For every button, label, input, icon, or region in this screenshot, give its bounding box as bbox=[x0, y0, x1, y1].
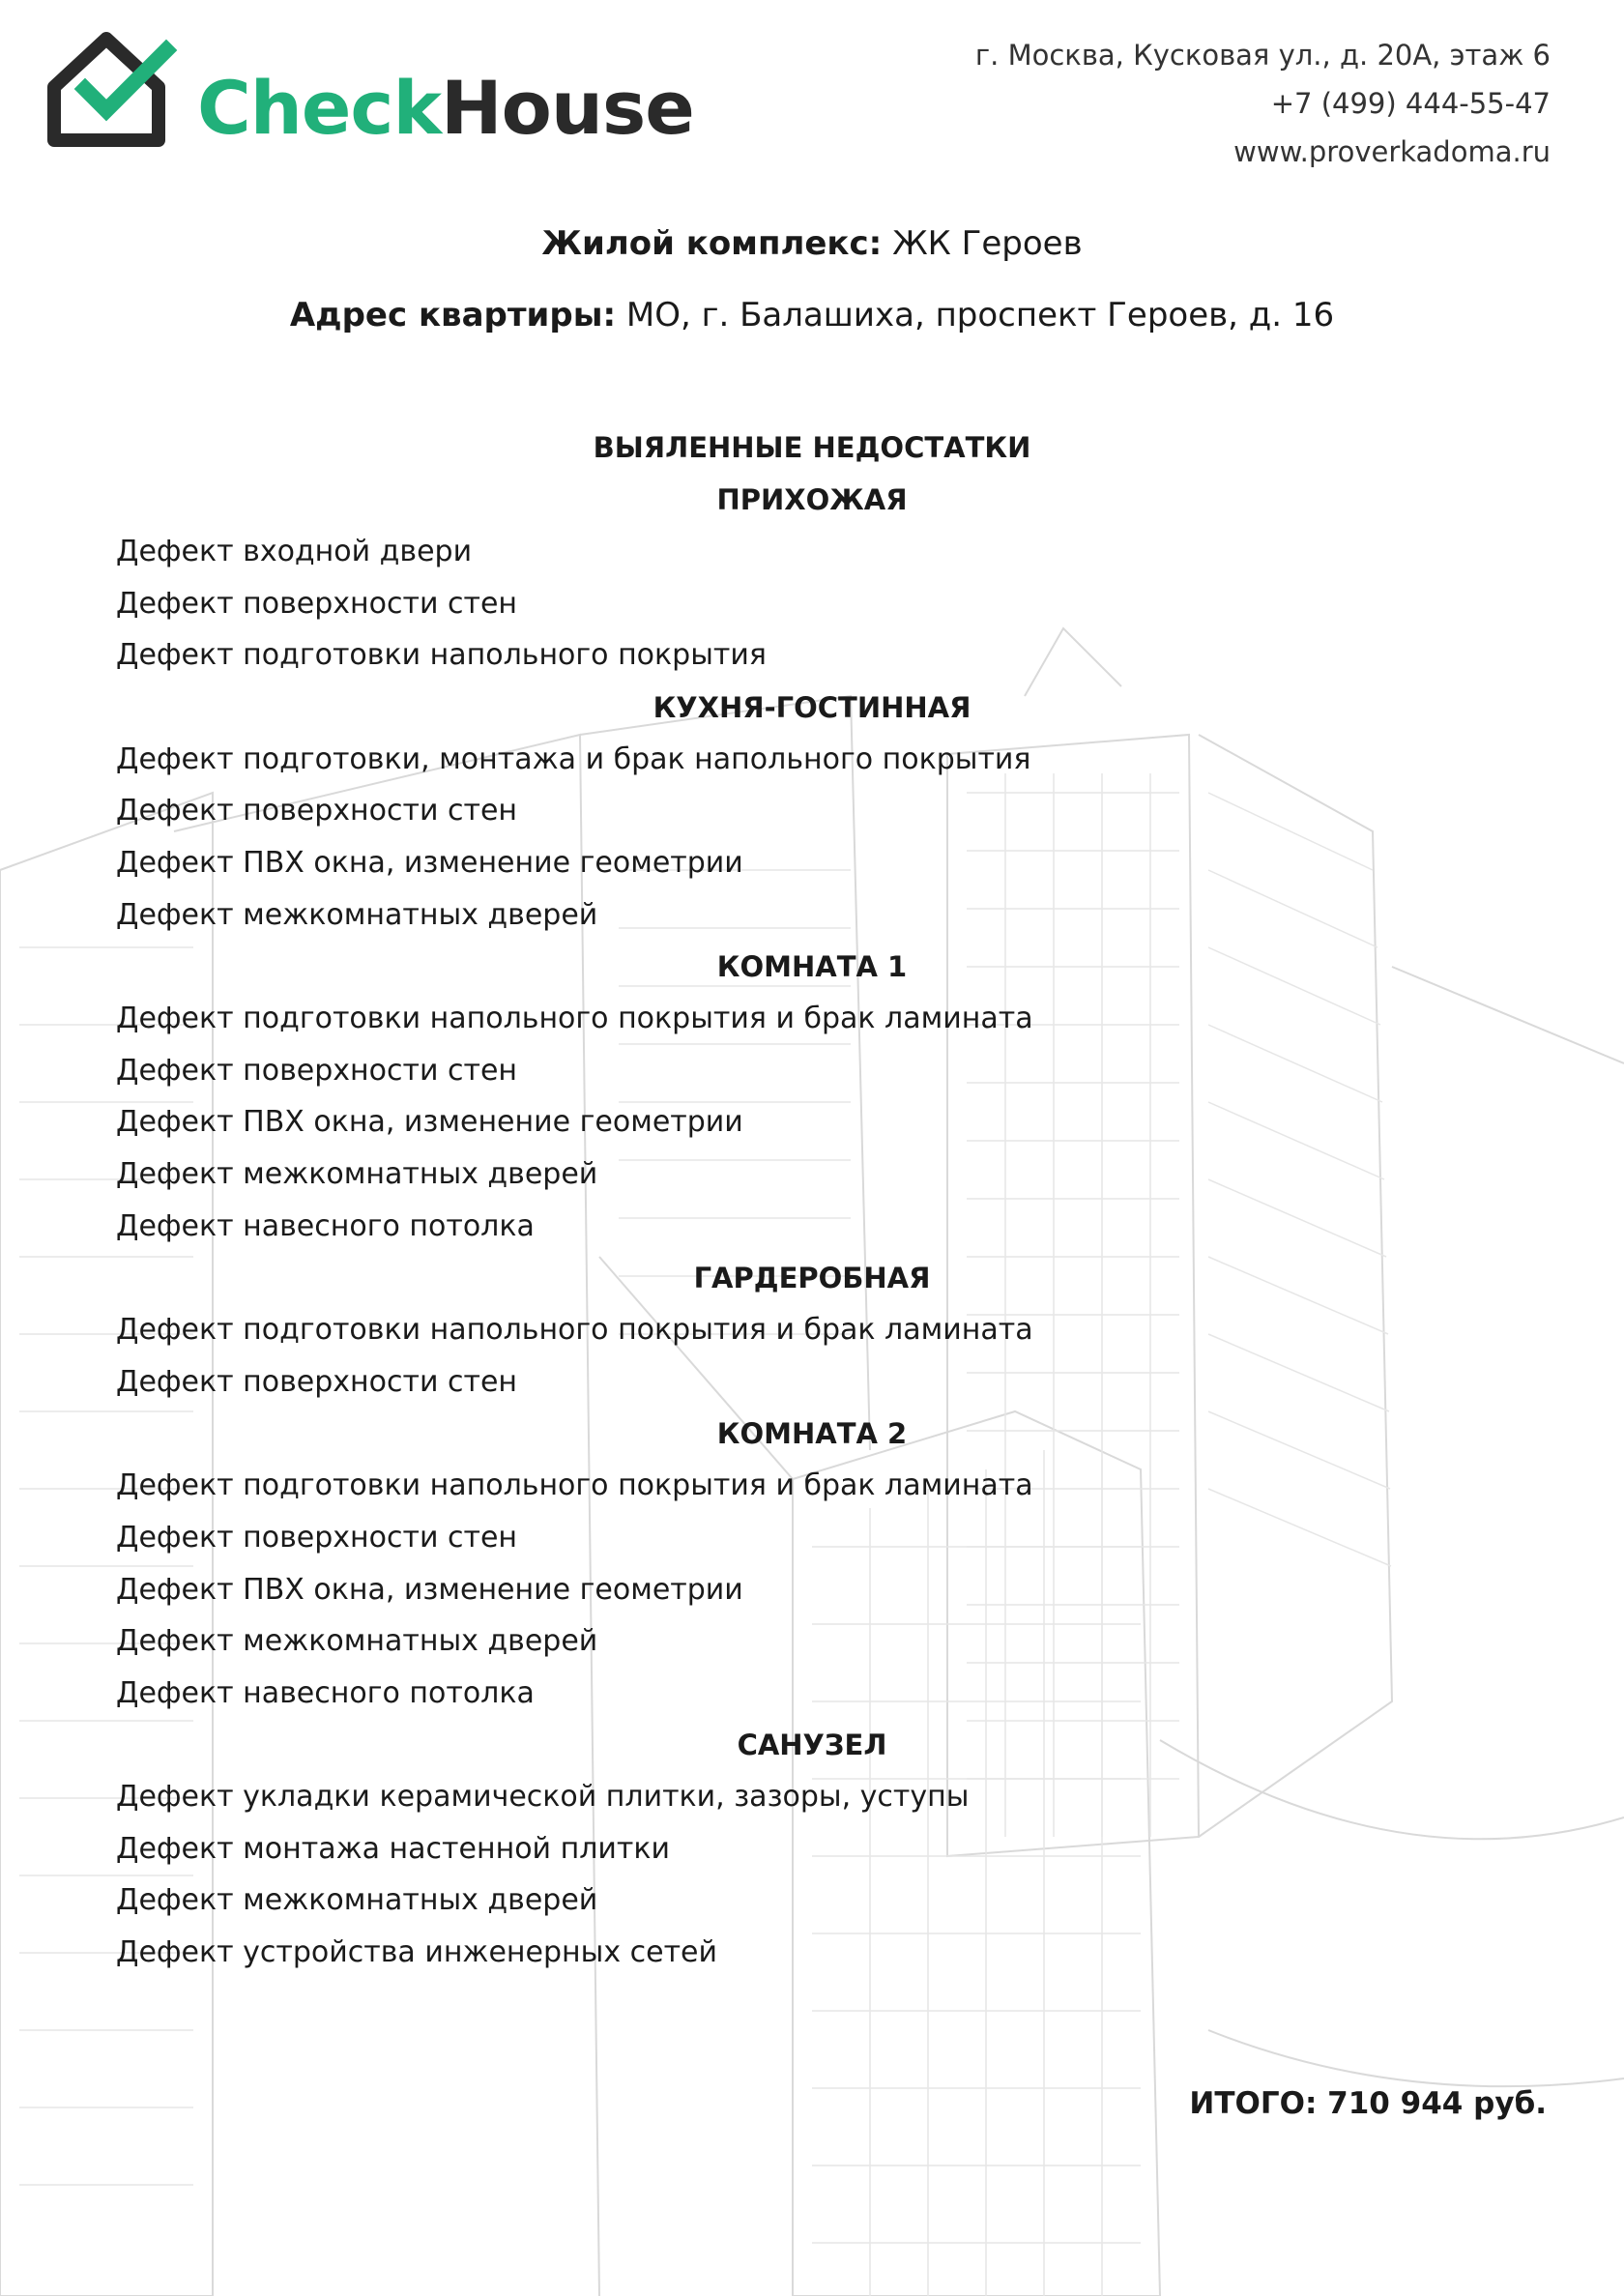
defect-item: Дефект подготовки напольного покрытия и брак ламината bbox=[116, 1468, 1033, 1503]
defect-item: Дефект ПВХ окна, изменение геометрии bbox=[116, 1105, 743, 1140]
logo-word-check: Check bbox=[197, 65, 442, 151]
checkhouse-logo[interactable] bbox=[46, 29, 694, 160]
defect-item: Дефект подготовки, монтажа и брак напольного покрытия bbox=[116, 741, 1031, 776]
room-heading: САНУЗЕЛ bbox=[737, 1729, 887, 1762]
defect-item: Дефект межкомнатных дверей bbox=[116, 897, 598, 932]
defect-item: Дефект ПВХ окна, изменение геометрии bbox=[116, 1572, 743, 1607]
defect-item: Дефект навесного потолка bbox=[116, 1208, 535, 1243]
defect-item: Дефект подготовки напольного покрытия и брак ламината bbox=[116, 1313, 1033, 1348]
company-website[interactable]: www.proverkadoma.ru bbox=[1233, 135, 1551, 168]
residential-complex-line bbox=[0, 224, 1624, 263]
defect-item: Дефект навесного потолка bbox=[116, 1675, 535, 1710]
room-heading: КОМНАТА 2 bbox=[716, 1417, 908, 1451]
room-heading: КУХНЯ-ГОСТИННАЯ bbox=[652, 690, 972, 724]
defect-item: Дефект поверхности стен bbox=[116, 1520, 518, 1555]
defect-item: Дефект межкомнатных дверей bbox=[116, 1883, 598, 1918]
complex-value: ЖК Героев bbox=[892, 224, 1083, 263]
company-contacts bbox=[975, 31, 1551, 176]
defect-item: Дефект поверхности стен bbox=[116, 1053, 518, 1088]
defect-item: Дефект поверхности стен bbox=[116, 1364, 518, 1399]
company-phone[interactable]: +7 (499) 444-55-47 bbox=[1270, 87, 1551, 120]
address-value: МО, г. Балашиха, проспект Героев, д. 16 bbox=[625, 296, 1335, 334]
defect-item: Дефект межкомнатных дверей bbox=[116, 1624, 598, 1659]
defect-item: Дефект подготовки напольного покрытия и брак ламината bbox=[116, 1002, 1033, 1036]
defects-title: ВЫЯЛЕННЫЕ НЕДОСТАТКИ bbox=[593, 431, 1031, 464]
defects-list bbox=[116, 421, 1547, 1979]
logo-word-house: House bbox=[441, 65, 694, 151]
company-address: г. Москва, Кусковая ул., д. 20А, этаж 6 bbox=[974, 39, 1551, 72]
defect-item: Дефект поверхности стен bbox=[116, 586, 518, 621]
room-heading: ПРИХОЖАЯ bbox=[716, 483, 908, 516]
address-label: Адрес квартиры: bbox=[289, 296, 617, 334]
defect-item: Дефект входной двери bbox=[116, 535, 473, 568]
apartment-address-line bbox=[0, 296, 1624, 334]
defect-item: Дефект ПВХ окна, изменение геометрии bbox=[116, 845, 743, 880]
defect-item: Дефект межкомнатных дверей bbox=[116, 1156, 598, 1191]
total-amount: ИТОГО: 710 944 руб. bbox=[1189, 2086, 1547, 2121]
defect-item: Дефект поверхности стен bbox=[116, 794, 518, 828]
room-heading: ГАРДЕРОБНАЯ bbox=[693, 1262, 931, 1295]
defect-item: Дефект подготовки напольного покрытия bbox=[116, 638, 767, 673]
defect-item: Дефект устройства инженерных сетей bbox=[116, 1935, 718, 1970]
house-check-icon bbox=[46, 29, 182, 150]
defect-item: Дефект монтажа настенной плитки bbox=[116, 1831, 670, 1866]
room-heading: КОМНАТА 1 bbox=[716, 950, 908, 984]
defect-item: Дефект укладки керамической плитки, зазоры, уступы bbox=[116, 1780, 970, 1815]
complex-label: Жилой комплекс: bbox=[541, 224, 883, 263]
